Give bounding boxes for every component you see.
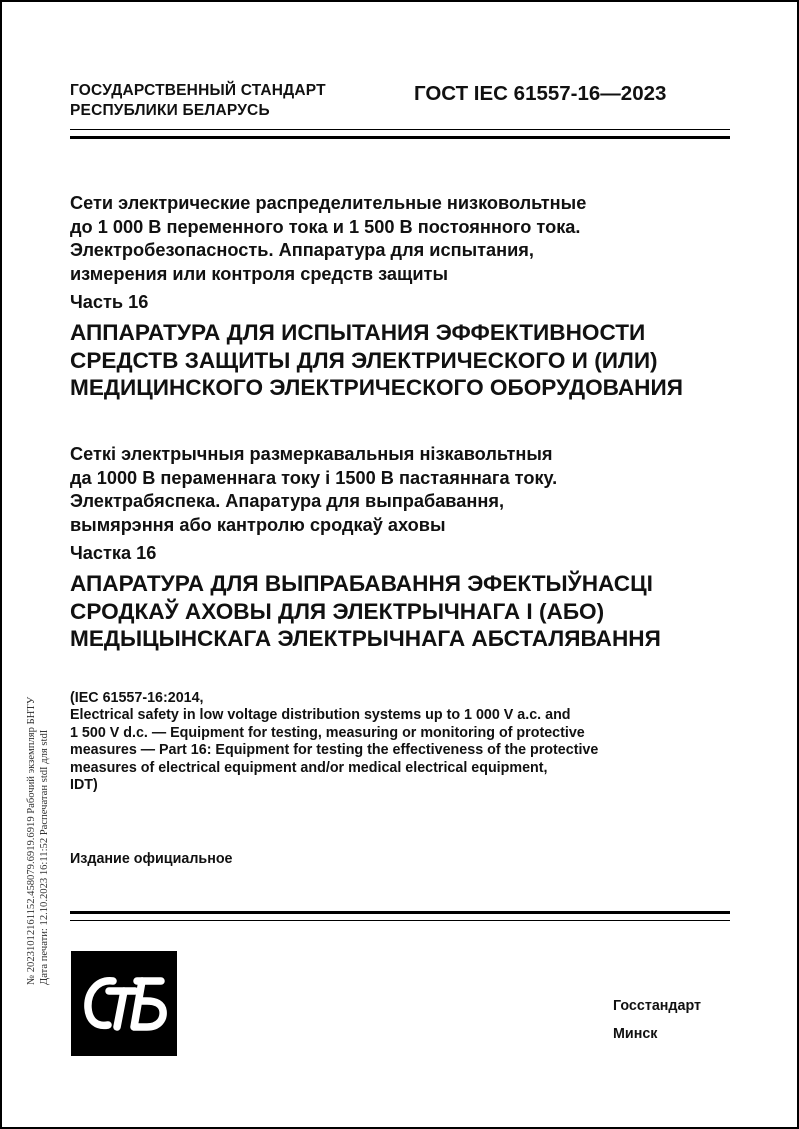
title-line: МЕДИЦИНСКОГО ЭЛЕКТРИЧЕСКОГО ОБОРУДОВАНИЯ — [70, 375, 683, 400]
authority-line-1: ГОСУДАРСТВЕННЫЙ СТАНДАРТ — [70, 82, 326, 99]
title-line: СРЕДСТВ ЗАЩИТЫ ДЛЯ ЭЛЕКТРИЧЕСКОГО И (ИЛИ) — [70, 347, 658, 373]
russian-title-block — [70, 192, 740, 402]
english-line: Electrical safety in low voltage distribution systems up to 1 000 V a.c. and — [70, 707, 571, 724]
header-rule-thin — [70, 129, 730, 130]
subtitle-line: Электробезопасность. Аппаратура для испытания, — [70, 240, 534, 260]
russian-main-title — [70, 319, 740, 402]
subtitle-line: да 1000 В пераменнага току і 1500 В пастаяннага току. — [70, 467, 558, 488]
subtitle-line: Электрабяспека. Апаратура для выпрабавання, — [70, 491, 504, 511]
belarusian-title-block — [70, 443, 740, 653]
russian-subtitle — [70, 192, 740, 286]
english-line: measures — Part 16: Equipment for testing the effectiveness of the protective — [70, 742, 599, 759]
stb-logo-icon — [71, 951, 177, 1056]
english-line: measures of electrical equipment and/or medical electrical equipment, — [70, 759, 548, 776]
english-line: 1 500 V d.c. — Equipment for testing, measuring or monitoring of protective — [70, 724, 585, 741]
title-line: СРОДКАЎ АХОВЫ ДЛЯ ЭЛЕКТРЫЧНАГА І (АБО) — [70, 598, 605, 624]
russian-part-label: Часть 16 — [70, 292, 149, 312]
publisher-city: Минск — [613, 1026, 658, 1042]
subtitle-line: Сети электрические распределительные низковольтные — [70, 193, 587, 213]
footer-rule-thick — [70, 911, 730, 914]
authority-line-2: РЕСПУБЛИКИ БЕЛАРУСЬ — [70, 102, 270, 119]
subtitle-line: до 1 000 В переменного тока и 1 500 В постоянного тока. — [70, 216, 581, 237]
stamp-line-2: Дата печати: 12.10.2023 16:11:52 Распечатан stdI для stdI — [38, 729, 50, 985]
publisher-name: Госстандарт — [613, 998, 702, 1014]
subtitle-line: Сеткі электрычныя размеркавальныя нізкавольтныя — [70, 444, 553, 464]
title-line: МЕДЫЦЫНСКАГА ЭЛЕКТРЫЧНАГА АБСТАЛЯВАННЯ — [70, 626, 661, 651]
stamp-line-1: № 20231012161152.458079.6919.6919 Рабочий экземпляр БНТУ — [26, 696, 37, 985]
side-stamp — [26, 697, 51, 985]
belarusian-main-title — [70, 570, 740, 653]
english-line: IDT) — [70, 777, 98, 794]
standard-number: ГОСТ IEC 61557-16—2023 — [414, 82, 667, 105]
english-line: (IEC 61557-16:2014, — [70, 690, 204, 706]
belarusian-part-label: Частка 16 — [70, 543, 157, 563]
title-line: АПАРАТУРА ДЛЯ ВЫПРАБАВАННЯ ЭФЕКТЫЎНАСЦІ — [70, 571, 653, 596]
subtitle-line: вымярэння або кантролю сродкаў аховы — [70, 514, 446, 535]
belarusian-subtitle — [70, 443, 740, 537]
issuing-authority — [70, 81, 326, 121]
edition-label: Издание официальное — [70, 851, 233, 867]
header-rule-thick — [70, 136, 730, 139]
footer-rule-thin — [70, 920, 730, 921]
english-reference — [70, 690, 740, 794]
title-line: АППАРАТУРА ДЛЯ ИСПЫТАНИЯ ЭФФЕКТИВНОСТИ — [70, 320, 646, 345]
subtitle-line: измерения или контроля средств защиты — [70, 263, 448, 284]
